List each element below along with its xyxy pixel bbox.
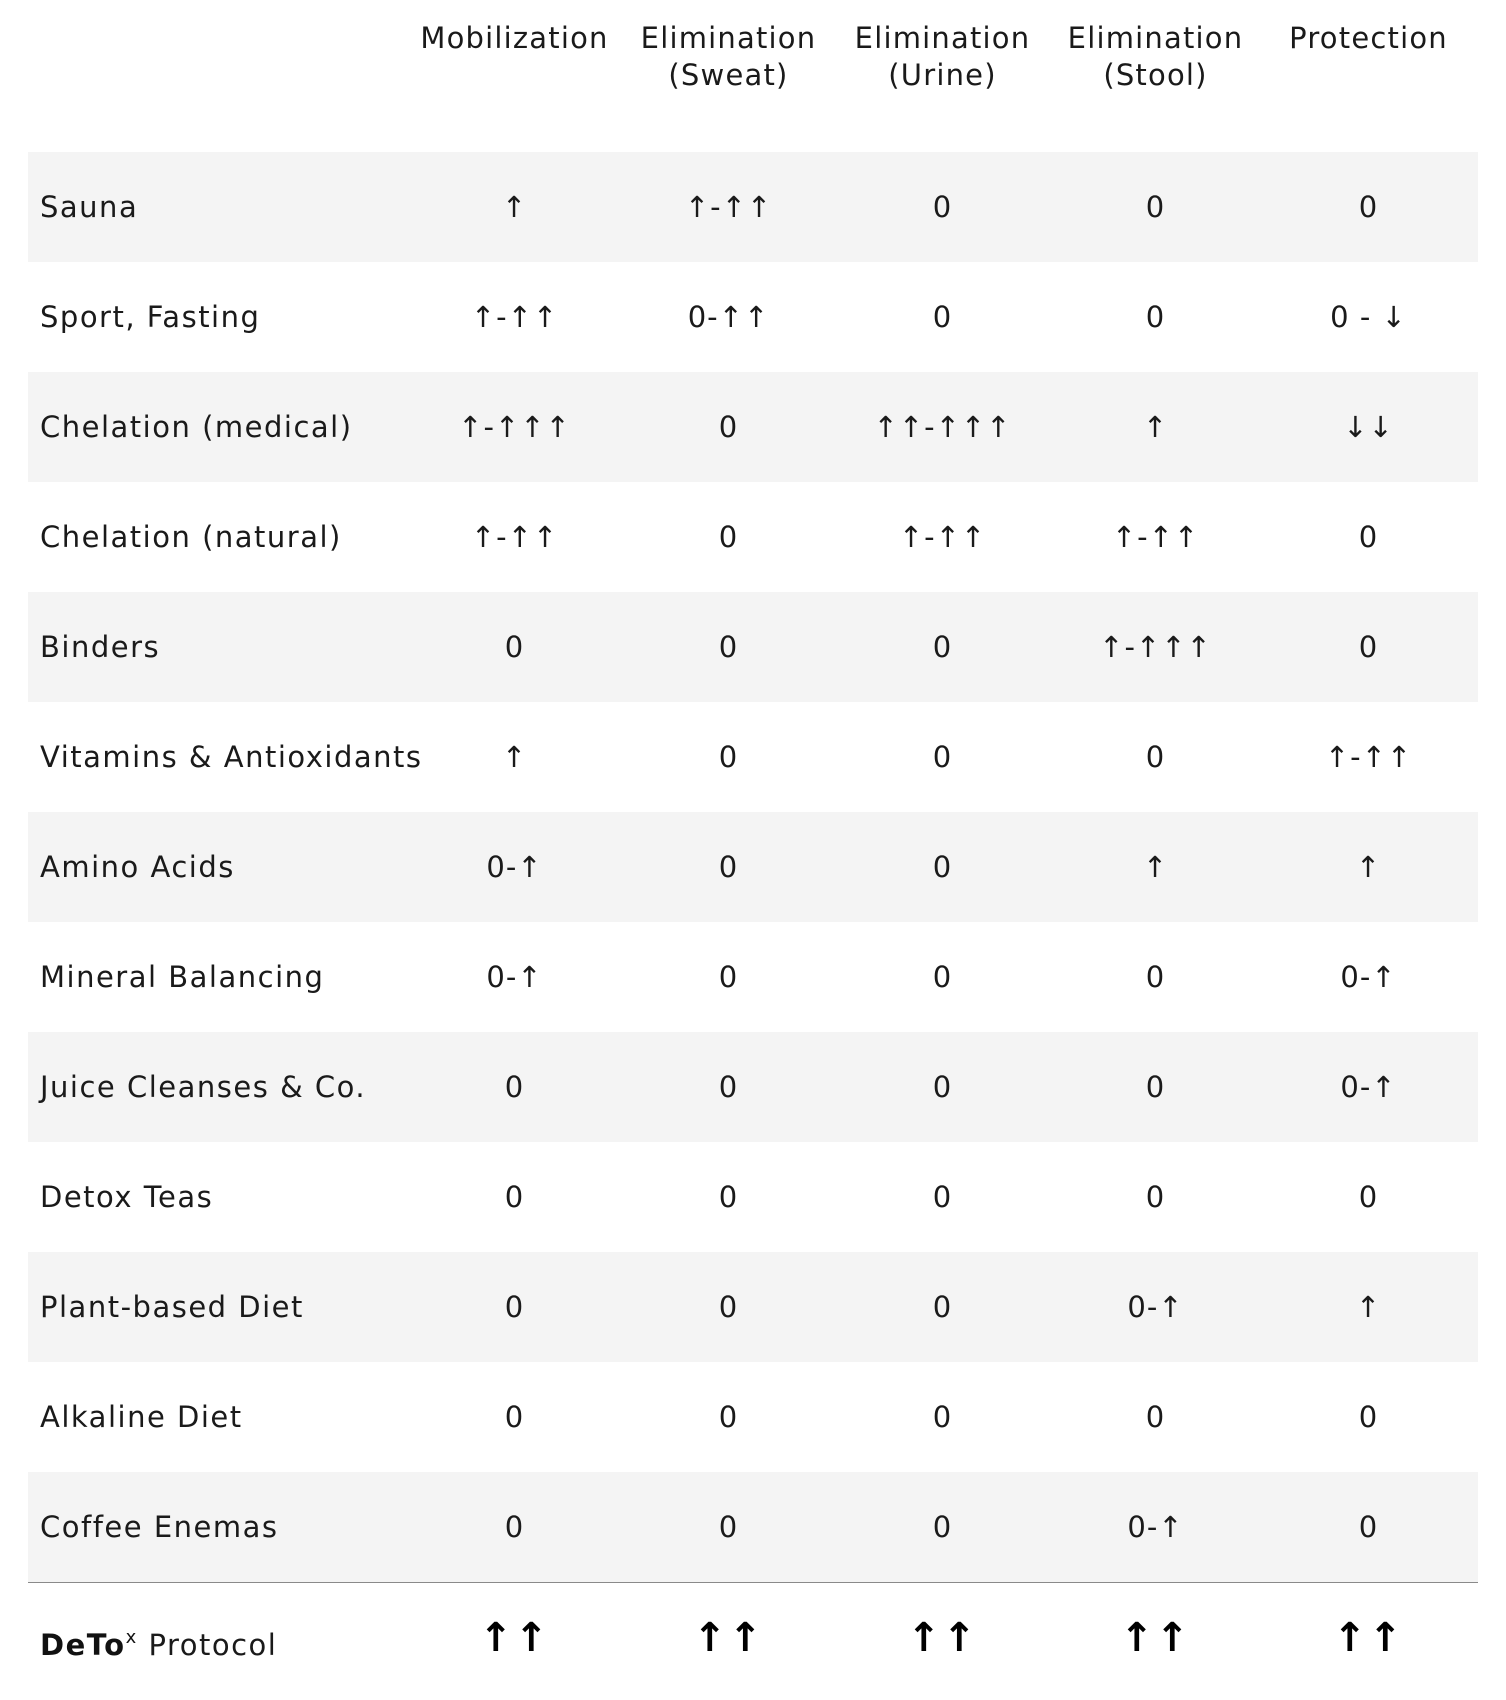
cell-protection: 0 [1358, 1400, 1379, 1434]
row-label: Plant-based Diet [40, 1290, 304, 1324]
table-row [28, 1032, 1478, 1142]
cell-elimination-sweat: ↑-↑↑ [684, 190, 773, 224]
cell-protection: ↑ [1355, 1290, 1382, 1324]
row-label: Sauna [40, 190, 139, 224]
cell-elimination-urine: 0 [932, 190, 953, 224]
column-header-elimination-sweat: Elimination (Sweat) [640, 21, 817, 92]
cell-elimination-stool: 0-↑ [1127, 1290, 1184, 1324]
row-label: Alkaline Diet [40, 1400, 243, 1434]
cell-elimination-stool: 0 [1145, 1400, 1166, 1434]
cell-mobilization: ↑-↑↑ [470, 300, 559, 334]
cell-elimination-stool: ↑-↑↑↑ [1099, 630, 1212, 664]
cell-elimination-stool: 0 [1145, 300, 1166, 334]
row-label: Binders [40, 630, 161, 664]
row-label: Vitamins & Antioxidants [40, 740, 423, 774]
protocol-label: Protocol [137, 1628, 278, 1662]
table-header [28, 0, 1478, 152]
table-row [28, 702, 1478, 812]
column-header-mobilization: Mobilization [420, 21, 609, 55]
table-row [28, 1142, 1478, 1252]
cell-elimination-stool: ↑ [1142, 850, 1169, 884]
column-header-elimination-stool: Elimination (Stool) [1067, 21, 1244, 92]
table-row [28, 812, 1478, 922]
cell-mobilization: 0-↑ [486, 960, 543, 994]
cell-elimination-stool: ↑ [1142, 410, 1169, 444]
cell-elimination-sweat: 0 [718, 1510, 739, 1544]
cell-protection: 0 - ↓ [1330, 300, 1407, 334]
cell-elimination-stool: 0 [1145, 740, 1166, 774]
cell-elimination-urine: 0 [932, 1290, 953, 1324]
cell-protection: 0 [1358, 1510, 1379, 1544]
cell-elimination-stool: 0 [1145, 960, 1166, 994]
cell-elimination-urine: 0 [932, 1070, 953, 1104]
cell-elimination-stool: 0-↑ [1127, 1510, 1184, 1544]
cell-elimination-urine: 0 [932, 960, 953, 994]
cell-mobilization: ↑ [501, 190, 528, 224]
cell-protection: 0 [1358, 190, 1379, 224]
row-label: Mineral Balancing [40, 960, 325, 994]
cell-elimination-urine: 0 [932, 630, 953, 664]
cell-mobilization: ↑ [501, 740, 528, 774]
table-row [28, 262, 1478, 372]
cell-elimination-urine: 0 [932, 1400, 953, 1434]
cell-protection: ↑↑ [1332, 1615, 1405, 1661]
cell-mobilization: 0 [504, 1290, 525, 1324]
table-row [28, 482, 1478, 592]
comparison-table [28, 0, 1478, 1693]
cell-elimination-sweat: 0 [718, 1290, 739, 1324]
cell-protection: 0 [1358, 520, 1379, 554]
table-row [28, 1362, 1478, 1472]
cell-mobilization: ↑↑ [478, 1615, 551, 1661]
cell-mobilization: 0 [504, 1510, 525, 1544]
table-row [28, 1472, 1478, 1582]
cell-elimination-stool: 0 [1145, 1070, 1166, 1104]
cell-elimination-stool: ↑-↑↑ [1111, 520, 1200, 554]
cell-protection: 0 [1358, 630, 1379, 664]
cell-elimination-sweat: ↑↑ [692, 1615, 765, 1661]
cell-mobilization: ↑-↑↑↑ [458, 410, 571, 444]
row-label: Amino Acids [40, 850, 235, 884]
cell-elimination-sweat: 0 [718, 1180, 739, 1214]
cell-protection: 0-↑ [1340, 1070, 1397, 1104]
row-label: Juice Cleanses & Co. [40, 1070, 367, 1104]
cell-elimination-stool: 0 [1145, 190, 1166, 224]
row-label-detox-protocol [40, 1583, 277, 1693]
cell-elimination-sweat: 0 [718, 630, 739, 664]
column-header-protection: Protection [1289, 21, 1448, 55]
cell-elimination-sweat: 0 [718, 410, 739, 444]
cell-elimination-urine: ↑↑ [906, 1615, 979, 1661]
row-label: Sport, Fasting [40, 300, 261, 334]
row-label: Detox Teas [40, 1180, 214, 1214]
table-row [28, 1252, 1478, 1362]
cell-elimination-urine: 0 [932, 1180, 953, 1214]
table-row [28, 372, 1478, 482]
cell-elimination-sweat: 0 [718, 1070, 739, 1104]
cell-protection: ↑ [1355, 850, 1382, 884]
cell-elimination-stool: ↑↑ [1119, 1615, 1192, 1661]
cell-elimination-urine: 0 [932, 850, 953, 884]
cell-elimination-urine: ↑↑-↑↑↑ [873, 410, 1012, 444]
cell-elimination-sweat: 0 [718, 850, 739, 884]
cell-elimination-urine: ↑-↑↑ [898, 520, 987, 554]
cell-mobilization: 0 [504, 1400, 525, 1434]
cell-elimination-sweat: 0 [718, 520, 739, 554]
table-row-detox-protocol [28, 1582, 1478, 1693]
cell-protection: 0 [1358, 1180, 1379, 1214]
row-label: Chelation (medical) [40, 410, 353, 444]
cell-elimination-urine: 0 [932, 1510, 953, 1544]
cell-mobilization: 0-↑ [486, 850, 543, 884]
cell-elimination-urine: 0 [932, 300, 953, 334]
cell-elimination-sweat: 0-↑↑ [687, 300, 770, 334]
cell-elimination-stool: 0 [1145, 1180, 1166, 1214]
cell-protection: 0-↑ [1340, 960, 1397, 994]
table-row [28, 152, 1478, 262]
cell-mobilization: 0 [504, 630, 525, 664]
cell-elimination-urine: 0 [932, 740, 953, 774]
table-row [28, 922, 1478, 1032]
cell-elimination-sweat: 0 [718, 740, 739, 774]
column-header-elimination-urine: Elimination (Urine) [854, 21, 1031, 92]
brand-name: DeTo$^x$ [40, 1627, 138, 1662]
cell-protection: ↑-↑↑ [1324, 740, 1413, 774]
row-label: Coffee Enemas [40, 1510, 279, 1544]
cell-elimination-sweat: 0 [718, 960, 739, 994]
cell-mobilization: 0 [504, 1180, 525, 1214]
row-label: Chelation (natural) [40, 520, 342, 554]
cell-elimination-sweat: 0 [718, 1400, 739, 1434]
cell-mobilization: 0 [504, 1070, 525, 1104]
table-row [28, 592, 1478, 702]
cell-protection: ↓↓ [1343, 410, 1394, 444]
cell-mobilization: ↑-↑↑ [470, 520, 559, 554]
